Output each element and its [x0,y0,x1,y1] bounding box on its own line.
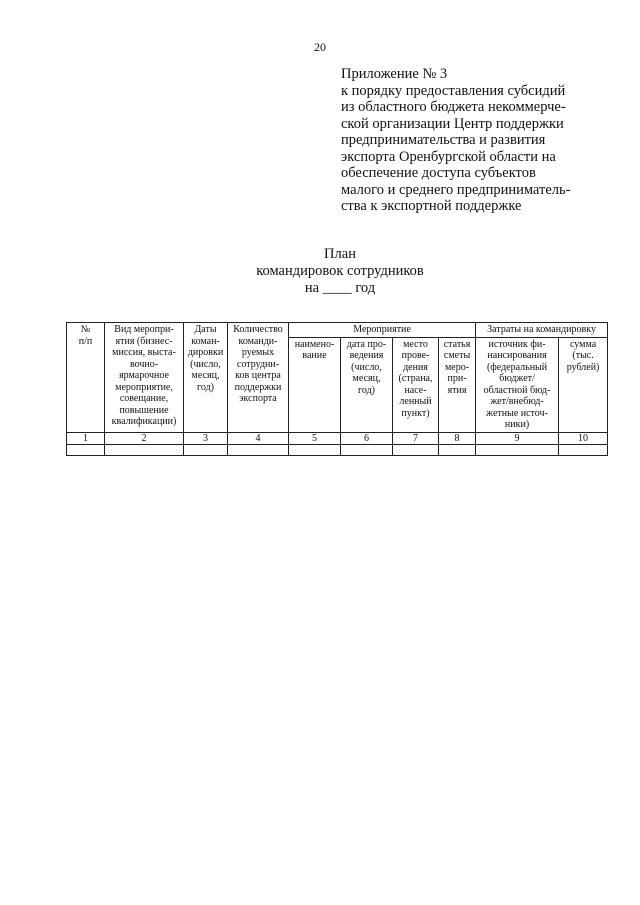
header-amount: сумма (тыс. рублей) [559,337,608,432]
column-number: 3 [184,432,228,445]
column-number: 2 [105,432,184,445]
appendix-line: предпринимательства и развития [341,132,546,148]
column-number: 1 [67,432,105,445]
appendix-line: Приложение № 3 [341,66,448,82]
column-number: 6 [341,432,393,445]
header-event-date: дата про- ведения (число, месяц, год) [341,337,393,432]
column-number: 9 [476,432,559,445]
plan-title-line: командировок сотрудников [256,263,424,279]
column-number: 8 [439,432,476,445]
header-event-type: Вид меропри- ятия (бизнес- миссия, выста- вочно- ярмарочное мероприятие, совещание, повышение квалификации) [105,323,184,433]
header-budget-item: статья сметы меро- при- ятия [439,337,476,432]
header-row [67,323,608,338]
header-trip-dates: Даты коман- дировки (число, месяц, год) [184,323,228,433]
empty-cell [67,445,105,456]
empty-cell [184,445,228,456]
appendix-line: малого и среднего предприниматель- [341,181,571,198]
empty-cell [439,445,476,456]
header-event-place: место прове- дения (страна, насе- ленный пункт) [393,337,439,432]
appendix-line: из областного бюджета некоммерче- [341,99,566,115]
appendix-line: экспорта Оренбургской области на [341,148,556,165]
plan-title-year-line: на ____ год [304,280,376,296]
empty-cell [559,445,608,456]
empty-cell [105,445,184,456]
empty-data-row [67,445,608,456]
header-employees-count: Количество команди- руемых сотрудни- ков центра поддержки экспорта [228,323,289,433]
plan-title [0,246,640,297]
appendix-line: ства к экспортной поддержке [341,198,522,214]
plan-title-line: План [324,246,356,262]
empty-cell [393,445,439,456]
appendix-line: к порядку предоставления субсидий [341,82,566,99]
business-trip-plan-table [66,322,608,456]
column-number: 10 [559,432,608,445]
empty-cell [476,445,559,456]
column-number: 7 [393,432,439,445]
header-funding-source: источник фи- нансирования (федеральный бюджет/ областной бюд- жет/внебюд- жетные источ- ники) [476,337,559,432]
appendix-line: ской организации Центр поддержки [341,115,564,132]
column-number: 5 [289,432,341,445]
appendix-block [341,66,611,215]
empty-cell [341,445,393,456]
header-costs-group: Затраты на командировку [476,323,608,338]
column-number-row [67,432,608,445]
header-event-name: наимено- вание [289,337,341,432]
empty-cell [289,445,341,456]
header-num: № п/п [67,323,105,433]
page-number: 20 [314,40,326,54]
header-event-group: Мероприятие [289,323,476,338]
column-number: 4 [228,432,289,445]
appendix-line: обеспечение доступа субъектов [341,165,536,181]
empty-cell [228,445,289,456]
